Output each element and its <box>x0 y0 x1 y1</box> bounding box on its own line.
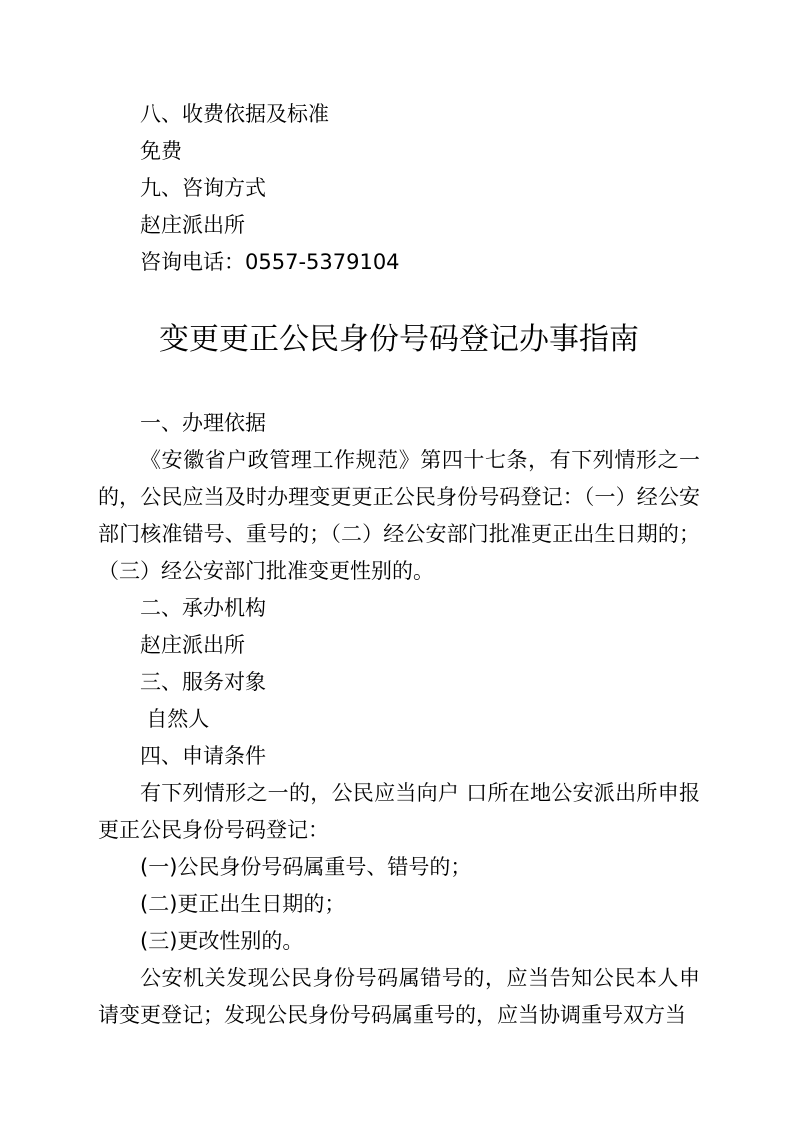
consult-office-name: 赵庄派出所 <box>140 213 245 237</box>
audience-value: 自然人 <box>146 707 210 731</box>
fees-section-heading: 八、收费依据及标准 <box>140 102 329 126</box>
condition-item-2: (二)更正出生日期的； <box>140 892 346 916</box>
fees-value: 免费 <box>140 139 182 163</box>
condition-item-3: (三)更改性别的。 <box>140 929 304 953</box>
audience-section-heading: 三、服务对象 <box>140 670 266 694</box>
consult-phone: 咨询电话：0557-5379104 <box>140 250 400 274</box>
conditions-intro-paragraph: 有下列情形之一的，公民应当向户 口所在地公安派出所申报更正公民身份号码登记： <box>98 781 700 842</box>
agency-name: 赵庄派出所 <box>140 633 245 657</box>
consult-section-heading: 九、咨询方式 <box>140 176 266 200</box>
document-title: 变更更正公民身份号码登记办事指南 <box>159 322 639 357</box>
conditions-section-heading: 四、申请条件 <box>140 744 266 768</box>
basis-paragraph: 《安徽省户政管理工作规范》第四十七条，有下列情形之一的，公民应当及时办理变更更正公民身份号码登记：（一）经公安部门核准错号、重号的；（二）经公安部门批准更正出生日期的；（三）经公安部门批准变更性别的。 <box>98 448 700 583</box>
condition-item-1: (一)公民身份号码属重号、错号的； <box>140 855 472 879</box>
basis-section-heading: 一、办理依据 <box>140 411 266 435</box>
agency-section-heading: 二、承办机构 <box>140 596 266 620</box>
procedure-paragraph: 公安机关发现公民身份号码属错号的，应当告知公民本人申请变更登记；发现公民身份号码属重号的，应当协调重号双方当 <box>98 966 700 1027</box>
